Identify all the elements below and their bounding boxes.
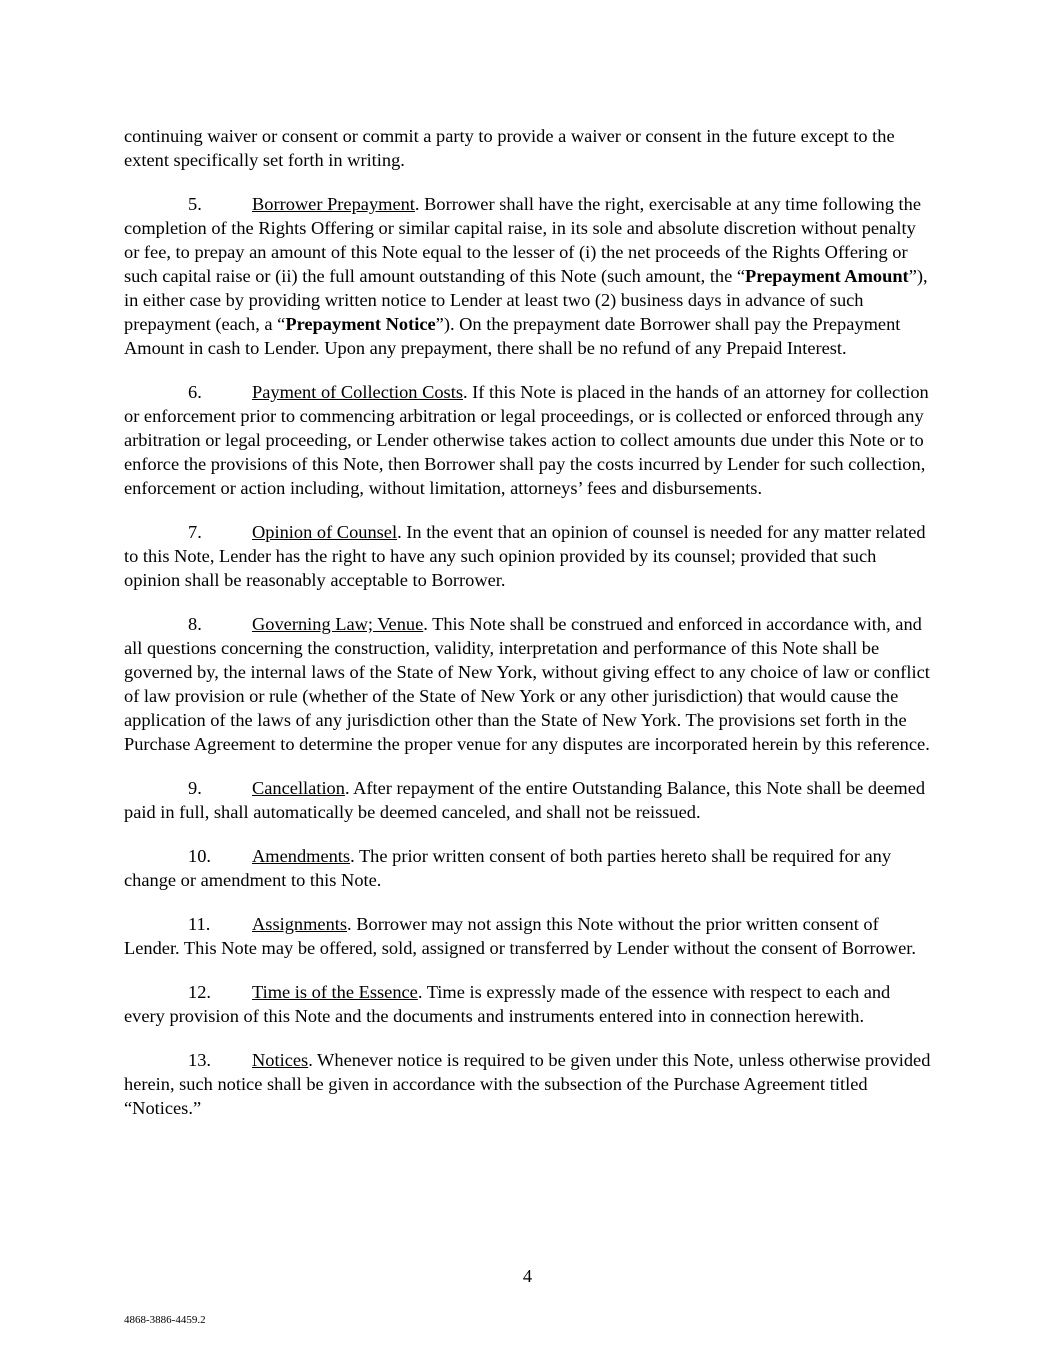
section-number: 8. (188, 614, 202, 634)
section-text: . Borrower may not assign this Note without the prior written consent of Lender. This Note may be offered, sold, assigned or transferred by Lender without the consent of Borrower. (124, 914, 916, 958)
section-text: . Time is expressly made of the essence with respect to each and every provision of this Note and the documents and instruments entered into in connection herewith. (124, 982, 891, 1026)
section-10-amendments (124, 844, 934, 892)
section-number: 6. (188, 382, 202, 402)
section-11-assignments (124, 912, 934, 960)
section-7-opinion-of-counsel (124, 520, 934, 592)
document-id: 4868-3886-4459.2 (124, 1314, 206, 1326)
section-text: ”), in either case by providing written notice to Lender at least two (2) business days in advance of such prepayment (each, a “ (124, 266, 928, 334)
section-heading: Borrower Prepayment (252, 194, 415, 214)
section-text: . This Note shall be construed and enforced in accordance with, and all questions concerning the construction, validity, interpretation and performance of this Note shall be governed by, the internal laws of the State of New York, without giving effect to any choice of law or conflict of law provision or rule (whether of the State of New York or any other jurisdiction) that would cause the application of the laws of any jurisdiction other than the State of New York. The provisions set forth in the Purchase Agreement to determine the proper venue for any disputes are incorporated herein by this reference. (124, 614, 930, 754)
section-text: . Whenever notice is required to be given under this Note, unless otherwise provided herein, such notice shall be given in accordance with the subsection of the Purchase Agreement titled “Notices.” (124, 1050, 931, 1118)
section-number: 10. (188, 846, 211, 866)
section-heading: Cancellation (252, 778, 345, 798)
section-text: . Borrower shall have the right, exercisable at any time following the completion of the Rights Offering or similar capital raise, in its sole and absolute discretion without penalty or fee, to prepay an amount of this Note equal to the lesser of (i) the net proceeds of the Rights Offering or such capital raise or (ii) the full amount outstanding of this Note (such amount, the “ (124, 194, 922, 286)
section-heading: Opinion of Counsel (252, 522, 398, 542)
section-text: ”). On the prepayment date Borrower shall pay the Prepayment Amount in cash to Lender. Upon any prepayment, there shall be no refund of any Prepaid Interest. (124, 314, 901, 358)
section-number: 9. (188, 778, 202, 798)
section-heading: Assignments (252, 914, 348, 934)
section-text: . The prior written consent of both parties hereto shall be required for any change or amendment to this Note. (124, 846, 892, 890)
section-heading: Notices (252, 1050, 309, 1070)
section-12-time-is-of-the-essence (124, 980, 934, 1028)
document-body (124, 124, 934, 1140)
section-text: . In the event that an opinion of counsel is needed for any matter related to this Note, Lender has the right to have any such opinion provided by its counsel; provided that such opinion shall be reasonably acceptable to Borrower. (124, 522, 926, 590)
section-heading: Amendments (252, 846, 351, 866)
section-number: 5. (188, 194, 202, 214)
section-number: 11. (188, 914, 211, 934)
section-heading: Time is of the Essence (252, 982, 418, 1002)
section-number: 13. (188, 1050, 211, 1070)
section-text: . After repayment of the entire Outstanding Balance, this Note shall be deemed paid in full, shall automatically be deemed canceled, and shall not be reissued. (124, 778, 926, 822)
section-9-cancellation (124, 776, 934, 824)
page-number: 4 (522, 1266, 533, 1286)
section-heading: Payment of Collection Costs (252, 382, 463, 402)
section-13-notices (124, 1048, 934, 1120)
section-8-governing-law-venue (124, 612, 934, 756)
defined-term: Prepayment Notice (285, 314, 436, 334)
section-heading: Governing Law; Venue (252, 614, 424, 634)
continuation-paragraph: continuing waiver or consent or commit a party to provide a waiver or consent in the future except to the extent specifically set forth in writing. (124, 126, 895, 170)
defined-term: Prepayment Amount (745, 266, 909, 286)
section-number: 7. (188, 522, 202, 542)
section-5-borrower-prepayment (124, 192, 934, 360)
section-6-payment-of-collection-costs (124, 380, 934, 500)
section-text: . If this Note is placed in the hands of an attorney for collection or enforcement prior to commencing arbitration or legal proceedings, or is collected or enforced through any arbitration or legal proceeding, or Lender otherwise takes action to collect amounts due under this Note or to enforce the provisions of this Note, then Borrower shall pay the costs incurred by Lender for such collection, enforcement or action including, without limitation, attorneys’ fees and disbursements. (124, 382, 929, 498)
section-number: 12. (188, 982, 211, 1002)
